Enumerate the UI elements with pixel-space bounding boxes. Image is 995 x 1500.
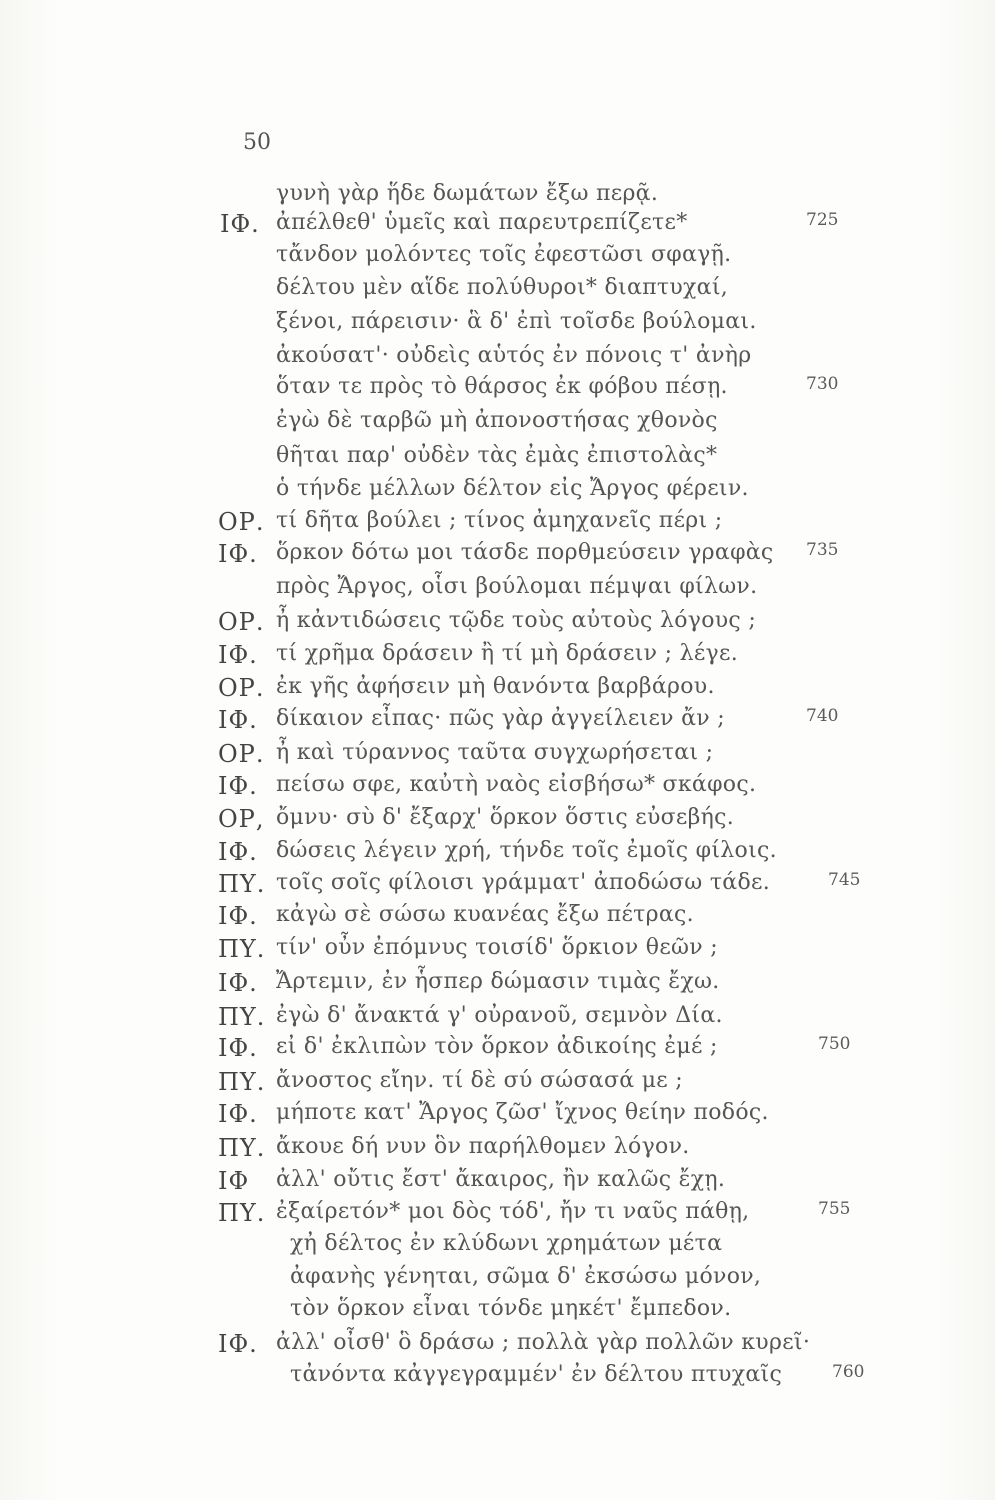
verse-line xyxy=(0,1199,995,1233)
verse-text: κἀγὼ σὲ σώσω κυανέας ἔξω πέτρας. xyxy=(276,902,694,927)
page-number: 50 xyxy=(243,130,271,155)
line-number: 760 xyxy=(832,1362,865,1382)
verse-line xyxy=(0,740,995,774)
verse-text: ἀλλ' οὔτις ἔστ' ἄκαιρος, ἢν καλῶς ἔχῃ. xyxy=(276,1167,726,1192)
speaker-label: ΠΥ. xyxy=(218,1003,266,1031)
verse-line xyxy=(0,1134,995,1168)
verse-line xyxy=(0,608,995,642)
verse-text: τοῖς σοῖς φίλοισι γράμματ' ἀποδώσω τάδε. xyxy=(276,870,771,895)
speaker-label: ΟΡ. xyxy=(218,674,265,702)
verse-line xyxy=(0,443,995,477)
verse-line xyxy=(0,508,995,542)
verse-text: τί χρῆμα δράσειν ἢ τί μὴ δράσειν ; λέγε. xyxy=(276,641,738,666)
verse-line xyxy=(0,374,995,408)
speaker-label: ΠΥ. xyxy=(218,1068,266,1096)
verse-text: ὅρκον δότω μοι τάσδε πορθμεύσειν γραφὰς xyxy=(276,540,774,565)
verse-text: τἀνόντα κἀγγεγραμμέν' ἐν δέλτου πτυχαῖς xyxy=(290,1362,783,1387)
verse-text: ξένοι, πάρεισιν· ἃ δ' ἐπὶ τοῖσδε βούλομαι. xyxy=(276,309,757,334)
speaker-label: ΟΡ, xyxy=(218,805,265,833)
speaker-label: ΟΡ. xyxy=(218,508,265,536)
verse-line xyxy=(0,935,995,969)
verse-line xyxy=(0,275,995,309)
verse-line xyxy=(0,309,995,343)
verse-line xyxy=(0,343,995,377)
speaker-label: ΙΦ. xyxy=(218,1330,258,1358)
line-number: 750 xyxy=(818,1034,851,1054)
verse-line xyxy=(0,772,995,806)
line-number: 725 xyxy=(806,210,839,230)
verse-line xyxy=(0,408,995,442)
verse-line xyxy=(0,210,995,244)
verse-text: ἐγὼ δὲ ταρβῶ μὴ ἀπονοστήσας χθονὸς xyxy=(276,408,718,433)
speaker-label: ΟΡ. xyxy=(218,740,265,768)
verse-line xyxy=(0,1264,995,1298)
verse-line xyxy=(0,540,995,574)
verse-line xyxy=(0,706,995,740)
verse-text: ἀπέλθεθ' ὑμεῖς καὶ παρευτρεπίζετε* xyxy=(276,210,688,235)
verse-text: δέλτου μὲν αἵδε πολύθυροι* διαπτυχαί, xyxy=(276,275,729,300)
verse-text: Ἄρτεμιν, ἐν ἧσπερ δώμασιν τιμὰς ἔχω. xyxy=(276,969,720,994)
verse-text: ἐγὼ δ' ἄνακτά γ' οὐρανοῦ, σεμνὸν Δία. xyxy=(276,1003,723,1028)
verse-text: μήποτε κατ' Ἄργος ζῶσ' ἴχνος θείην ποδός. xyxy=(276,1100,769,1125)
line-number: 755 xyxy=(818,1199,851,1219)
verse-text: γυνὴ γὰρ ἥδε δωμάτων ἔξω περᾷ. xyxy=(276,181,659,206)
verse-text: τὸν ὅρκον εἶναι τόνδε μηκέτ' ἔμπεδον. xyxy=(290,1296,732,1321)
verse-line xyxy=(0,870,995,904)
verse-text: ἄκουε δή νυν ὃν παρήλθομεν λόγον. xyxy=(276,1134,690,1159)
verse-text: ὁ τήνδε μέλλων δέλτον εἰς Ἄργος φέρειν. xyxy=(276,476,749,501)
speaker-label: ΙΦ. xyxy=(218,838,258,866)
speaker-label: ΟΡ. xyxy=(218,608,265,636)
speaker-label: ΙΦ. xyxy=(218,706,258,734)
verse-line xyxy=(0,838,995,872)
speaker-label: ΙΦ. xyxy=(218,902,258,930)
verse-line xyxy=(0,1068,995,1102)
verse-line xyxy=(0,1003,995,1037)
verse-line xyxy=(0,805,995,839)
verse-line xyxy=(0,1167,995,1201)
verse-line xyxy=(0,1330,995,1364)
verse-line xyxy=(0,902,995,936)
verse-text: ὅταν τε πρὸς τὸ θάρσος ἐκ φόβου πέσῃ. xyxy=(276,374,728,399)
verse-text: θῆται παρ' οὐδὲν τὰς ἐμὰς ἐπιστολὰς* xyxy=(276,443,718,468)
verse-text: τἄνδον μολόντες τοῖς ἐφεστῶσι σφαγῇ. xyxy=(276,242,732,267)
verse-line xyxy=(0,969,995,1003)
verse-text: πρὸς Ἄργος, οἷσι βούλομαι πέμψαι φίλων. xyxy=(276,574,758,599)
verse-text: δίκαιον εἶπας· πῶς γὰρ ἀγγείλειεν ἄν ; xyxy=(276,706,725,731)
verse-text: χἠ δέλτος ἐν κλύδωνι χρημάτων μέτα xyxy=(290,1231,723,1256)
verse-text: τί δῆτα βούλει ; τίνος ἀμηχανεῖς πέρι ; xyxy=(276,508,723,533)
speaker-label: ΠΥ. xyxy=(218,935,266,963)
verse-line xyxy=(0,574,995,608)
verse-line xyxy=(0,1034,995,1068)
verse-line xyxy=(0,1100,995,1134)
verse-line xyxy=(0,674,995,708)
verse-text: ἦ καὶ τύραννος ταῦτα συγχωρήσεται ; xyxy=(276,740,714,765)
line-number: 730 xyxy=(806,374,839,394)
speaker-label: ΠΥ. xyxy=(218,1199,266,1227)
verse-line xyxy=(0,476,995,510)
speaker-label: ΙΦ. xyxy=(218,1100,258,1128)
verse-text: ἀλλ' οἶσθ' ὃ δράσω ; πολλὰ γὰρ πολλῶν κυρεῖ· xyxy=(276,1330,811,1355)
verse-line xyxy=(0,1231,995,1265)
verse-text: ὄμνυ· σὺ δ' ἔξαρχ' ὅρκον ὅστις εὐσεβής. xyxy=(276,805,735,830)
verse-text: εἰ δ' ἐκλιπὼν τὸν ὅρκον ἀδικοίης ἐμέ ; xyxy=(276,1034,718,1059)
speaker-label: ΙΦ. xyxy=(218,772,258,800)
verse-text: ἀκούσατ'· οὐδεὶς αὑτός ἐν πόνοις τ' ἀνὴρ xyxy=(276,343,752,368)
verse-text: ἀφανὴς γένηται, σῶμα δ' ἐκσώσω μόνον, xyxy=(290,1264,762,1289)
verse-text: ἄνοστος εἴην. τί δὲ σύ σώσασά με ; xyxy=(276,1068,684,1093)
verse-line xyxy=(0,641,995,675)
speaker-label: ΙΦ. xyxy=(218,641,258,669)
speaker-label: ΙΦ. xyxy=(220,210,260,238)
verse-text: ἐξαίρετόν* μοι δὸς τόδ', ἤν τι ναῦς πάθῃ, xyxy=(276,1199,750,1224)
verse-text: πείσω σφε, καὐτὴ ναὸς εἰσβήσω* σκάφος. xyxy=(276,772,757,797)
verse-line xyxy=(0,242,995,276)
verse-text: ἐκ γῆς ἀφήσειν μὴ θανόντα βαρβάρου. xyxy=(276,674,715,699)
speaker-label: ΙΦ. xyxy=(218,540,258,568)
verse-line xyxy=(0,1362,995,1396)
speaker-label: ΙΦ. xyxy=(218,969,258,997)
speaker-label: ΠΥ. xyxy=(218,870,266,898)
verse-line xyxy=(0,1296,995,1330)
verse-text: τίν' οὖν ἐπόμνυς τοισίδ' ὅρκιον θεῶν ; xyxy=(276,935,718,960)
line-number: 735 xyxy=(806,540,839,560)
speaker-label: ΙΦ xyxy=(218,1167,250,1195)
verse-text: ἦ κἀντιδώσεις τῷδε τοὺς αὐτοὺς λόγους ; xyxy=(276,608,757,633)
line-number: 745 xyxy=(828,870,861,890)
line-number: 740 xyxy=(806,706,839,726)
speaker-label: ΠΥ. xyxy=(218,1134,266,1162)
verse-text: δώσεις λέγειν χρή, τήνδε τοῖς ἐμοῖς φίλοις. xyxy=(276,838,777,863)
speaker-label: ΙΦ. xyxy=(218,1034,258,1062)
